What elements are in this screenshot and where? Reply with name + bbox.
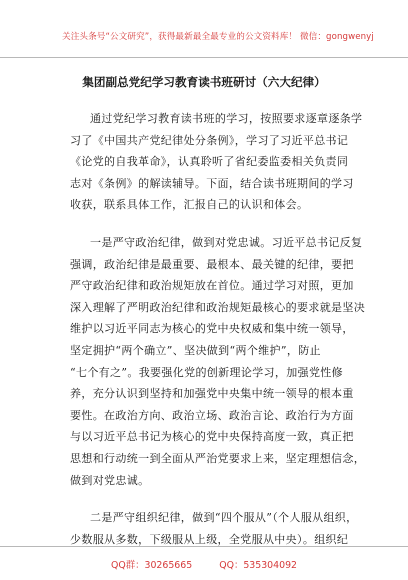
text-line: 严守政治纪律和政治规矩放在首位。通过学习对照，更加 <box>70 279 354 293</box>
paragraph <box>70 507 358 550</box>
text-line: 强调，政治纪律是最重要、最根本、最关键的纪律，要把 <box>70 257 354 271</box>
text-line: 要性。在政治方向、政治立场、政治言论、政治行为方面 <box>70 408 354 422</box>
text-line: 少数服从多数，下级服从上级，全党服从中央）。组织纪 <box>70 532 349 546</box>
text-line: 收获，联系具体工作，汇报自己的认识和体会。 <box>70 198 309 212</box>
document-title: 集团副总党纪学习教育读书班研讨（六大纪律） <box>82 75 326 89</box>
text-line: 深入理解了严明政治纪律和政治规矩最核心的要求就是坚决 <box>70 300 366 314</box>
text-line: 习了《中国共产党纪律处分条例》，学习了习近平总书记 <box>70 133 349 147</box>
paragraph <box>70 232 366 491</box>
header-notice: 关注头条号“公文研究”，获得最新最全最专业的公文资料库！ 微信：gongwenyj <box>62 32 374 42</box>
text-line: 志对《条例》的解读辅导。下面，结合读书班期间的学习 <box>70 176 354 190</box>
text-line: 坚定拥护“两个确立”、坚决做到“两个维护”，防止 <box>70 343 321 357</box>
text-line: 养，充分认识到坚持和加强党中央集中统一领导的根本重 <box>70 387 354 401</box>
text-line: 一是严守政治纪律，做到对党忠诚。习近平总书记反复 <box>90 235 363 249</box>
footer-qq-contact: QQ：535304092 <box>219 560 298 571</box>
page-footer <box>0 546 408 580</box>
text-line: 维护以习近平同志为核心的党中央权威和集中统一领导， <box>70 322 354 336</box>
text-line: 思想和行动统一到全面从严治党要求上来，坚定理想信念， <box>70 451 366 465</box>
page-header <box>0 0 408 58</box>
text-line: 二是严守组织纪律，做到“四个服从”（个人服从组织， <box>90 511 358 525</box>
text-line: 通过党纪学习教育读书班的学习，按照要求逐章逐条学 <box>90 112 363 125</box>
paragraph <box>70 108 363 216</box>
text-line: “七个有之”。我要强化党的创新理论学习，加强党性修 <box>70 365 343 379</box>
text-line: 与以习近平总书记为核心的党中央保持高度一致，真正把 <box>70 430 354 444</box>
document-body <box>70 108 366 566</box>
text-line: 做到对党忠诚。 <box>70 473 150 487</box>
text-line: 《论党的自我革命》，认真聆听了省纪委监委相关负责同 <box>70 155 349 169</box>
footer-qq-group: QQ群：30265665 <box>110 560 193 571</box>
